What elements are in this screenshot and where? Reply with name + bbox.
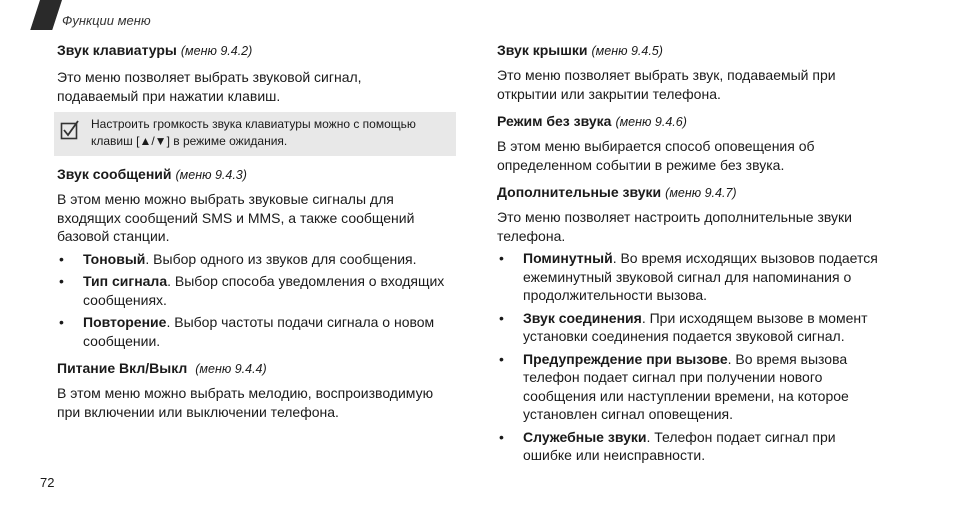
list-item: • Предупреждение при вызове. Во время вызова телефон подает сигнал при получении нового сообщения или наступлении времени, на которое установлен сигнал оповещения. — [497, 350, 897, 424]
arrow-up-icon: ▲ — [139, 134, 152, 148]
header-decoration — [30, 0, 62, 30]
list-item: • Повторение. Выбор частоты подачи сигнала о новом сообщении. — [57, 313, 457, 350]
power-tone-heading: Питание Вкл/Выкл (меню 9.4.4) — [57, 360, 267, 376]
message-tone-heading: Звук сообщений (меню 9.4.3) — [57, 166, 247, 182]
arrow-down-icon: ▼ — [154, 134, 167, 148]
message-tone-text: В этом меню можно выбрать звуковые сигналы для входящих сообщений SMS и MMS, а также сообщений базовой станции. — [57, 191, 415, 244]
silent-mode-text: В этом меню выбирается способ оповещения об определенном событии в режиме без звука. — [497, 138, 815, 173]
checkbox-note-icon — [60, 120, 80, 140]
silent-mode-heading: Режим без звука (меню 9.4.6) — [497, 113, 687, 129]
folder-tone-heading: Звук крышки (меню 9.4.5) — [497, 42, 663, 58]
list-item: • Тип сигнала. Выбор способа уведомления о входящих сообщениях. — [57, 272, 457, 309]
list-item: • Звук соединения. При исходящем вызове в момент установки соединения подается звуковой сигнал. — [497, 309, 897, 346]
power-tone-text: В этом меню можно выбрать мелодию, воспроизводимую при включении или выключении телефона. — [57, 385, 434, 420]
keypad-tone-text: Это меню позволяет выбрать звуковой сигнал, подаваемый при нажатии клавиш. — [57, 69, 362, 104]
left-column — [57, 40, 457, 421]
list-item: • Поминутный. Во время исходящих вызовов подается ежеминутный звуковой сигнал для напоминания о продолжительности вызова. — [497, 249, 897, 305]
list-item: • Служебные звуки. Телефон подает сигнал при ошибке или неисправности. — [497, 428, 853, 465]
right-column — [497, 40, 897, 465]
note-box — [54, 112, 456, 156]
list-item: • Тоновый. Выбор одного из звуков для сообщения. — [57, 250, 457, 269]
message-tone-list — [57, 250, 457, 351]
extra-tones-heading: Дополнительные звуки (меню 9.4.7) — [497, 184, 737, 200]
extra-tones-list — [497, 249, 897, 465]
header-title: Функции меню — [62, 13, 151, 28]
page-number: 72 — [40, 475, 55, 490]
keypad-tone-heading: Звук клавиатуры (меню 9.4.2) — [57, 42, 253, 58]
extra-tones-text: Это меню позволяет настроить дополнительные звуки телефона. — [497, 209, 852, 244]
folder-tone-text: Это меню позволяет выбрать звук, подаваемый при открытии или закрытии телефона. — [497, 67, 836, 102]
note-text: Настроить громкость звука клавиатуры можно с помощью клавиш [▲/▼] в режиме ожидания. — [91, 117, 416, 148]
